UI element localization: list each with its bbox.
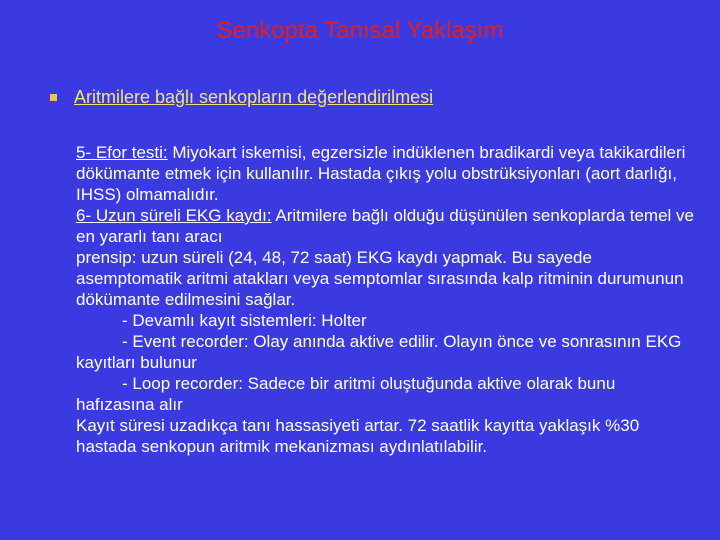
list-item bbox=[76, 373, 696, 415]
list-item-text: - Devamlı kayıt sistemleri: Holter bbox=[122, 311, 367, 330]
section-heading: 5- Efor testi: bbox=[76, 143, 168, 162]
bullet-row bbox=[50, 86, 433, 108]
slide-title: Senkopta Tanısal Yaklaşım bbox=[216, 17, 504, 44]
section-text: Aritmilere bağlı olduğu düşünülen senkoplarda temel ve en yararlı tanı aracı bbox=[76, 206, 695, 246]
list-item-text: - Loop recorder: Sadece bir aritmi oluştuğunda aktive olarak bunu hafızasına alır bbox=[76, 374, 616, 414]
conclusion-text: Kayıt süresi uzadıkça tanı hassasiyeti artar. 72 saatlik kayıtta yaklaşık %30 hastada senkopun aritmik mekanizması aydınlatılabilir. bbox=[76, 416, 640, 456]
square-bullet-icon bbox=[50, 94, 57, 101]
principle-text: prensip: uzun süreli (24, 48, 72 saat) EKG kaydı yapmak. Bu sayede asemptomatik aritmi atakları veya semptomlar sırasında kalp ritminin durumunun dökümante edilmesini sağlar. bbox=[76, 248, 684, 309]
section-heading: 6- Uzun süreli EKG kaydı: bbox=[76, 206, 272, 225]
bullet-heading: Aritmilere bağlı senkopların değerlendirilmesi bbox=[74, 87, 434, 107]
section-ekg-kaydi bbox=[76, 205, 696, 247]
section-efor-testi bbox=[76, 142, 696, 205]
list-item-text: - Event recorder: Olay anında aktive edilir. Olayın önce ve sonrasının EKG kayıtları bulunur bbox=[76, 332, 682, 372]
list-item bbox=[76, 310, 696, 331]
slide-body bbox=[76, 142, 696, 457]
section-text: Miyokart iskemisi, egzersizle indüklenen bradikardi veya takikardileri dökümante etmek için kullanılır. Hastada çıkış yolu obstrüksiyonları (aort darlığı, IHSS) olmamalıdır. bbox=[76, 143, 686, 204]
list-item bbox=[76, 331, 696, 373]
